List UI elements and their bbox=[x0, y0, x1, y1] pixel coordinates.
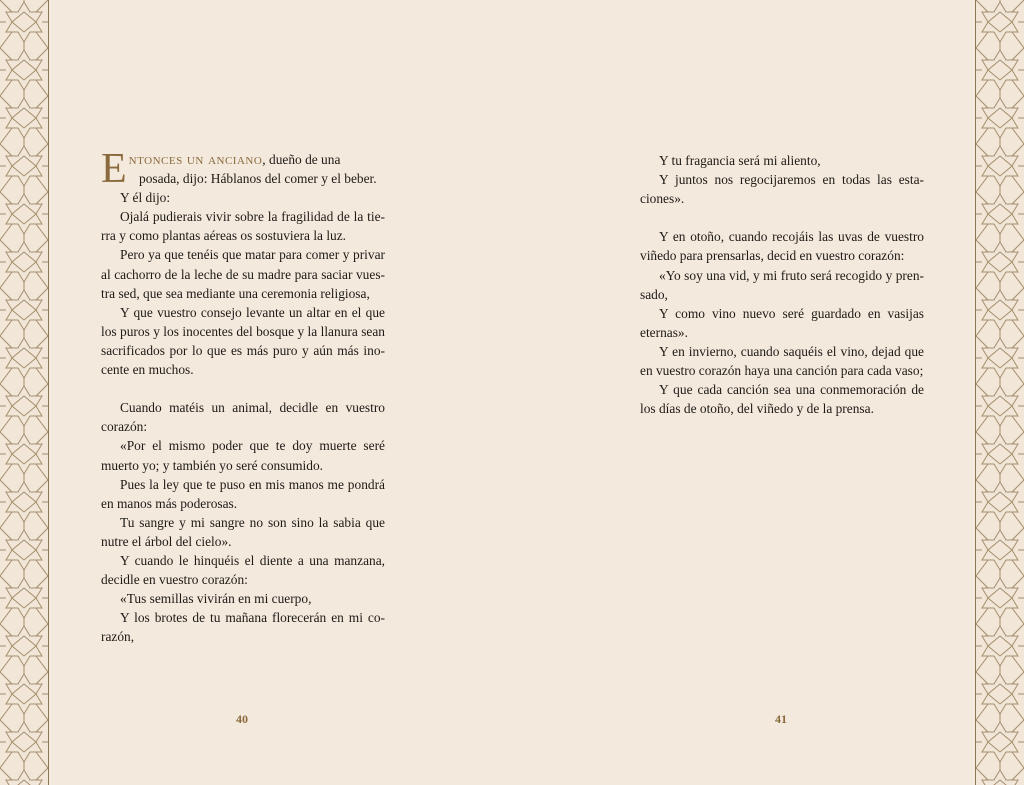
text-line: Y en otoño, cuando recojáis las uvas de vuestro bbox=[659, 229, 924, 245]
paragraph-gap bbox=[101, 379, 385, 398]
opening-line-tail: , dueño de una bbox=[262, 152, 341, 167]
right-page-lines bbox=[640, 151, 924, 418]
page-number-left: 40 bbox=[236, 712, 248, 726]
drop-cap: E bbox=[101, 146, 127, 192]
text-line: Tu sangre y mi sangre no son sino la sabia que bbox=[120, 514, 385, 530]
left-page-text bbox=[101, 140, 385, 646]
right-page-text bbox=[640, 151, 924, 418]
star-lattice-pattern-icon bbox=[976, 0, 1024, 785]
opening-paragraph bbox=[101, 146, 385, 192]
text-line: tra sed, que sea mediante una ceremonia religiosa, bbox=[101, 285, 370, 301]
text-line: muerto yo; y también yo seré consumido. bbox=[101, 457, 324, 473]
text-line: los puros y los inocentes del bosque y la llanura sean bbox=[101, 323, 385, 339]
text-line: decidle en vuestro corazón: bbox=[101, 572, 248, 588]
text-line: nutre el árbol del cielo». bbox=[101, 533, 232, 549]
text-line: los días de otoño, del viñedo y de la prensa. bbox=[640, 401, 874, 417]
text-line: Y tu fragancia será mi aliento, bbox=[659, 153, 821, 168]
text-line: Y que cada canción sea una conmemoración de bbox=[659, 382, 924, 398]
text-line: Y juntos nos regocijaremos en todas las esta- bbox=[659, 172, 924, 188]
text-line: ciones». bbox=[640, 191, 685, 207]
star-lattice-pattern-icon bbox=[0, 0, 48, 785]
text-line: Ojalá pudierais vivir sobre la fragilidad de la tie- bbox=[120, 209, 385, 225]
text-line: corazón: bbox=[101, 419, 148, 435]
page-number-right: 41 bbox=[775, 712, 787, 726]
text-line: Y los brotes de tu mañana florecerán en mi co- bbox=[120, 610, 385, 626]
text-line: Y que vuestro consejo levante un altar en el que bbox=[120, 304, 385, 320]
text-line: rra y como plantas aéreas os sostuviera la luz. bbox=[101, 228, 347, 244]
text-line: «Tus semillas vivirán en mi cuerpo, bbox=[120, 591, 312, 607]
text-line: razón, bbox=[101, 629, 135, 645]
text-line: Pero ya que tenéis que matar para comer y privar bbox=[120, 247, 385, 263]
right-ornamental-border bbox=[975, 0, 1024, 785]
text-line: Y como vino nuevo seré guardado en vasijas bbox=[659, 305, 924, 321]
text-line: en vuestro corazón haya una canción para cada vaso; bbox=[640, 363, 924, 379]
text-line: en manos más poderosas. bbox=[101, 495, 238, 511]
text-line: Y cuando le hinquéis el diente a una manzana, bbox=[120, 552, 385, 568]
text-line: «Yo soy una vid, y mi fruto será recogido y pren- bbox=[659, 267, 924, 283]
left-ornamental-border bbox=[0, 0, 49, 785]
text-line: Cuando matéis un animal, decidle en vuestro bbox=[120, 400, 385, 416]
text-line: Y en invierno, cuando saquéis el vino, dejad que bbox=[659, 343, 924, 359]
text-line: al cachorro de la leche de su madre para saciar vues- bbox=[101, 266, 385, 282]
left-page-lines bbox=[101, 188, 385, 646]
paragraph-gap bbox=[640, 208, 924, 227]
text-line: eternas». bbox=[640, 324, 688, 340]
text-line: cente en muchos. bbox=[101, 362, 194, 378]
text-line: sacrificados por lo que es más puro y aún más ino- bbox=[101, 342, 385, 358]
text-line: Y él dijo: bbox=[120, 190, 171, 206]
text-line: «Por el mismo poder que te doy muerte seré bbox=[120, 438, 385, 454]
smallcaps-lead: ntonces un anciano bbox=[128, 152, 263, 168]
text-line: sado, bbox=[640, 286, 668, 302]
text-line: Pues la ley que te puso en mis manos me pondrá bbox=[120, 476, 385, 492]
opening-second-line: posada, dijo: Háblanos del comer y el beber. bbox=[139, 171, 377, 187]
opening-line bbox=[101, 150, 385, 169]
text-line: viñedo para prensarlas, decid en vuestro corazón: bbox=[640, 248, 905, 264]
